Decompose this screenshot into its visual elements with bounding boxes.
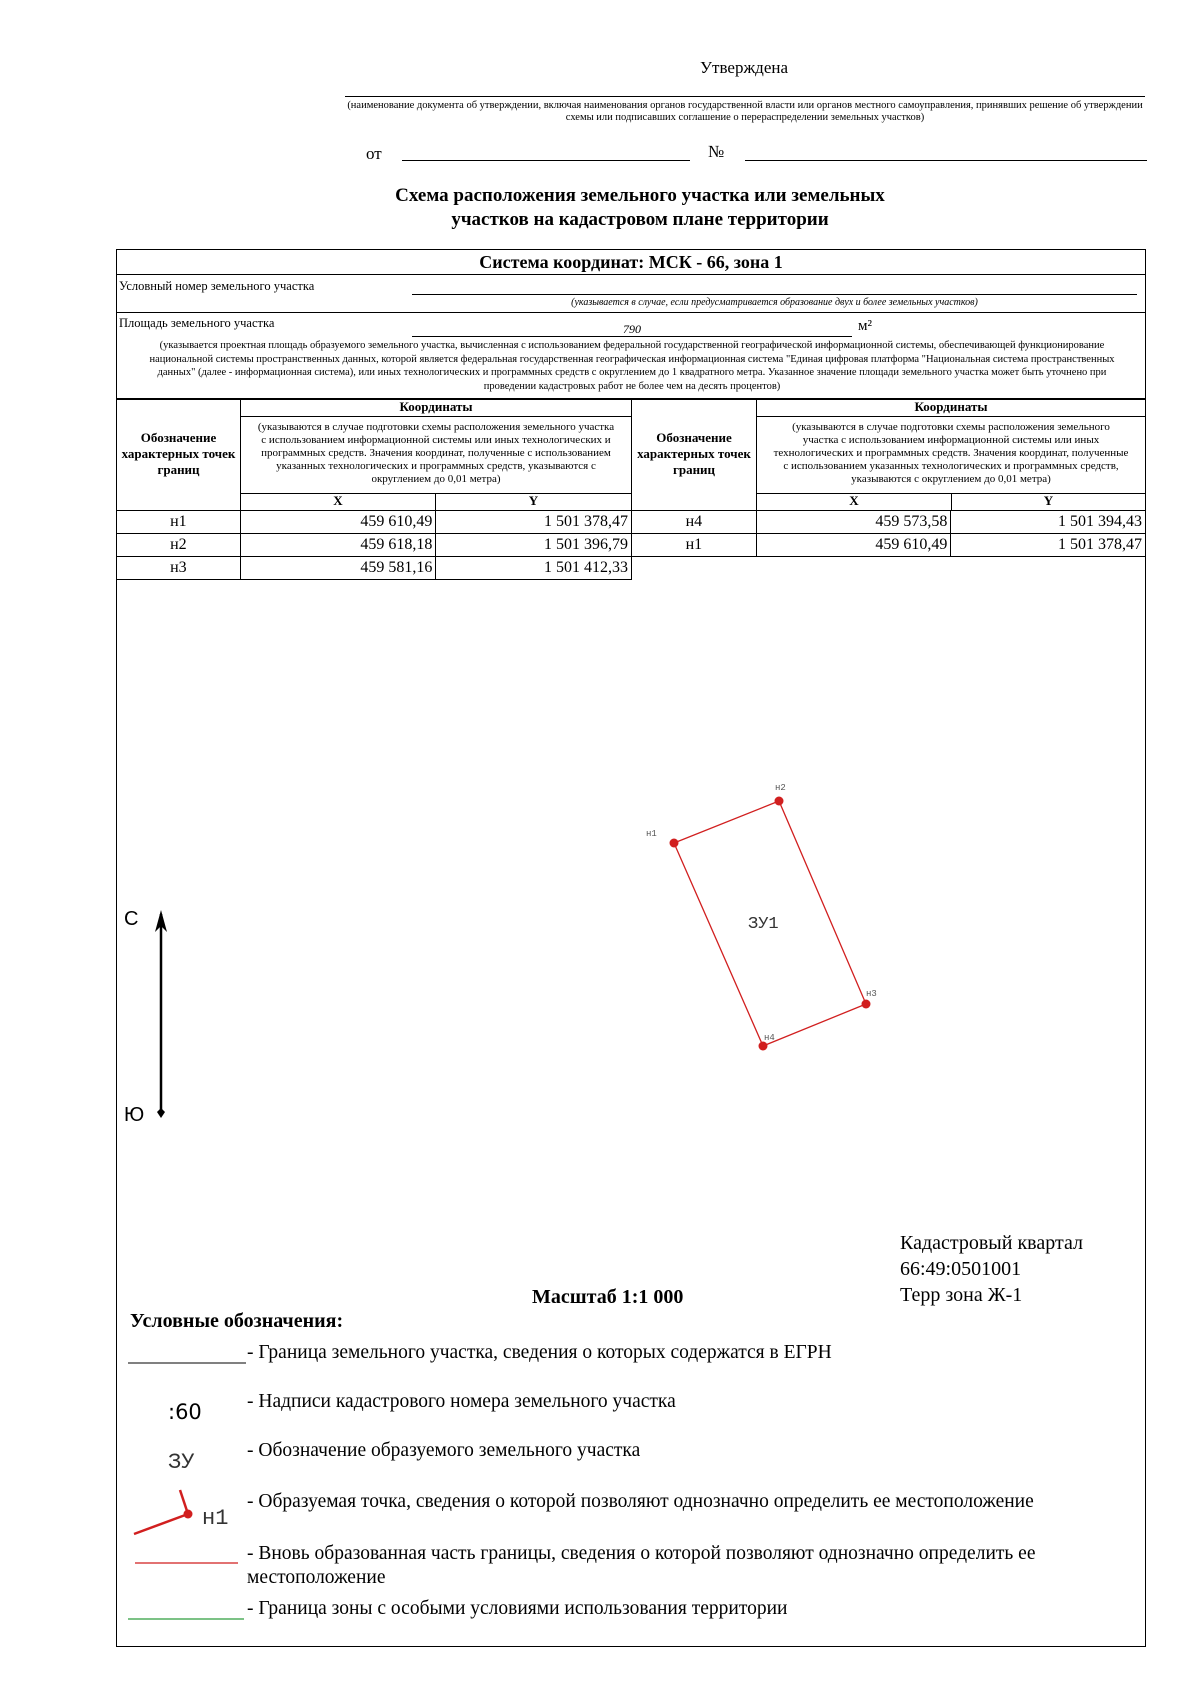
- point-label-n4: н4: [764, 1033, 775, 1043]
- row-divider: [116, 312, 1146, 313]
- x-cell: 459 581,16: [240, 557, 436, 580]
- y-header-right: Y: [951, 493, 1146, 511]
- y-cell: 1 501 378,47: [436, 511, 632, 534]
- x-cell: 459 618,18: [240, 534, 436, 557]
- legend-sample-zu: ЗУ: [168, 1450, 195, 1475]
- approved-label: Утверждена: [700, 58, 789, 77]
- parcel-label: ЗУ1: [748, 915, 779, 934]
- x-header-right: X: [756, 493, 952, 511]
- legend-sample-cadnum: :60: [168, 1400, 202, 1424]
- y-cell: 1 501 396,79: [436, 534, 632, 557]
- y-cell: 1 501 394,43: [951, 511, 1146, 534]
- parcel-number-line: [412, 294, 1137, 295]
- legend-item-zone: - Граница зоны с особыми условиями использования территории: [247, 1598, 788, 1619]
- table-row: [117, 557, 632, 580]
- area-note: (указывается проектная площадь образуемого земельного участка, вычисленная с использованием федеральной государственной географической информационной системы, обеспечивающей функционирование национальной системы пространственных данных, которой является федеральная государственная географическая информационная система "Единая цифровая платформа "Национальная система пространственных данных" (далее - информационная система), или иных технологических и программных средств с округлением до 1 квадратного метра. Указанное значение площади земельного участка может быть уточнено при проведении кадастровых работ не более чем на десять процентов): [149, 340, 1115, 392]
- scale-label: Масштаб 1:1 000: [532, 1286, 684, 1308]
- point-label-n3: н3: [866, 989, 877, 999]
- row-divider: [116, 274, 1146, 275]
- cadastral-block-number: 66:49:0501001: [900, 1258, 1022, 1280]
- parcel-number-note: (указывается в случае, если предусматривается образование двух и более земельных участков): [571, 297, 978, 308]
- area-value: 790: [623, 322, 641, 336]
- north-label: С: [124, 908, 139, 930]
- legend-item-cadnum: - Надписи кадастрового номера земельного участка: [247, 1391, 676, 1412]
- y-cell: 1 501 412,33: [436, 557, 632, 580]
- point-cell: н1: [117, 511, 241, 534]
- parcel-number-label: Условный номер земельного участка: [119, 279, 315, 293]
- legend-item-egrn: - Граница земельного участка, сведения о которых содержатся в ЕГРН: [247, 1342, 832, 1363]
- y-cell: 1 501 378,47: [951, 534, 1146, 557]
- doc-name-line: [345, 96, 1145, 97]
- legend-egrn-line-icon: [128, 1358, 248, 1368]
- page-title: [260, 184, 1020, 232]
- title-line-2: участков на кадастровом плане территории: [451, 209, 829, 230]
- cadastral-block-label: Кадастровый квартал: [900, 1232, 1083, 1254]
- table-row: [117, 534, 632, 557]
- point-cell: н4: [632, 511, 757, 534]
- parcel-drawing: [600, 760, 900, 1070]
- cadastral-info: [900, 1230, 1083, 1308]
- point-marker: [670, 839, 679, 848]
- point-marker: [862, 1000, 871, 1009]
- legend-item-point: - Образуемая точка, сведения о которой позволяют однозначно определить ее местоположение: [247, 1491, 1034, 1512]
- point-cell: н2: [117, 534, 241, 557]
- point-header-right: Обозначение характерных точек границ: [631, 399, 757, 511]
- territorial-zone: Терр зона Ж-1: [900, 1284, 1023, 1306]
- point-label-n2: н2: [775, 783, 786, 793]
- legend-new-boundary-line-icon: [135, 1558, 240, 1568]
- x-header-left: X: [240, 493, 436, 511]
- coords-note-left: (указываются в случае подготовки схемы расположения земельного участка с использованием информационной системы или иных технологических и программных средств. Значения координат, полученные с использованием указанных технологических и программных средств, указываются с округлением до 0,01 метра): [240, 416, 632, 494]
- doc-name-note: (наименование документа об утверждении, включая наименования органов государственной власти или органов местного самоуправления, принявших решение об утверждении схемы или подписавших соглашение о перераспределении земельных участков): [347, 100, 1143, 123]
- coords-header-left: Координаты: [240, 399, 632, 417]
- legend-zone-line-icon: [128, 1614, 246, 1624]
- y-header-left: Y: [435, 493, 632, 511]
- table-row: [632, 534, 1146, 557]
- legend-item-new-boundary: - Вновь образованная часть границы, сведения о которой позволяют однозначно определить ее местоположение: [247, 1543, 1036, 1588]
- point-cell: н1: [632, 534, 757, 557]
- coords-header-right: Координаты: [756, 399, 1146, 417]
- point-header-left: Обозначение характерных точек границ: [116, 399, 241, 511]
- north-arrow-icon: [146, 910, 176, 1120]
- x-cell: 459 573,58: [756, 511, 951, 534]
- coords-note-right: (указываются в случае подготовки схемы расположения земельного участка с использованием информационной системы или иных технологических и программных средств. Значения координат, полученные с использованием указанных технологических и программных средств, указываются с округлением до 0,01 метра): [756, 416, 1146, 494]
- area-label: Площадь земельного участка: [119, 316, 275, 330]
- number-label: №: [708, 142, 725, 161]
- point-label-n1: н1: [646, 829, 657, 839]
- legend-sample-point: н1: [202, 1506, 229, 1531]
- south-label: Ю: [124, 1104, 145, 1126]
- date-line: [402, 160, 690, 161]
- legend-item-zu: - Обозначение образуемого земельного участка: [247, 1440, 641, 1461]
- area-unit: м²: [858, 318, 872, 334]
- area-line: [412, 336, 852, 337]
- x-cell: 459 610,49: [756, 534, 951, 557]
- point-marker-icon: [130, 1488, 200, 1538]
- from-label: от: [366, 144, 382, 163]
- title-line-1: Схема расположения земельного участка или земельных: [395, 185, 885, 206]
- number-line: [745, 160, 1147, 161]
- table-row: [117, 511, 632, 534]
- point-cell: н3: [117, 557, 241, 580]
- coords-table-left: [116, 510, 632, 580]
- coords-table-right: [631, 510, 1146, 557]
- point-marker: [775, 797, 784, 806]
- legend-title: Условные обозначения:: [130, 1310, 344, 1332]
- coord-system: Система координат: МСК - 66, зона 1: [479, 252, 783, 272]
- table-row: [632, 511, 1146, 534]
- x-cell: 459 610,49: [240, 511, 436, 534]
